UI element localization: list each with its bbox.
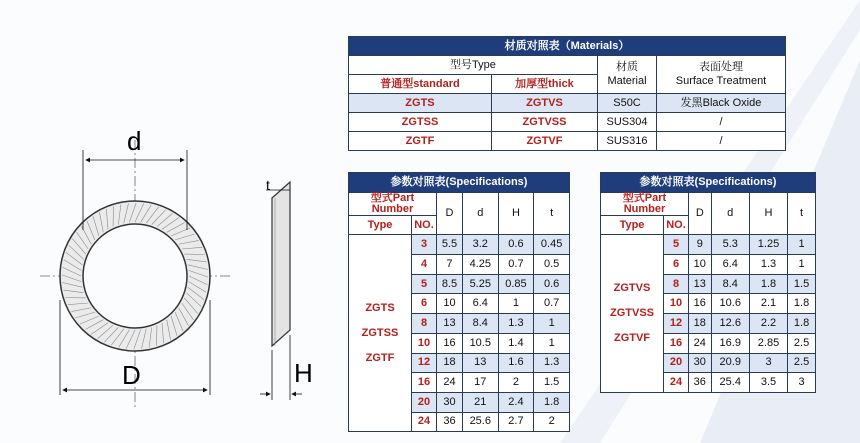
cell-D: 18 (689, 314, 712, 334)
cell-H: 2.2 (749, 314, 787, 334)
cell-no: 24 (664, 373, 689, 393)
cell-material: SUS316 (598, 132, 657, 151)
cell-t: 1.8 (788, 294, 816, 314)
cell-H: 2.85 (749, 333, 787, 353)
col-header-t: t (534, 192, 570, 235)
cell-no: 5 (664, 235, 689, 255)
cell-surface: / (657, 113, 786, 132)
cell-D: 36 (689, 373, 712, 393)
cell-D: 13 (689, 274, 712, 294)
cell-no: 20 (412, 392, 437, 412)
type-header: Type (601, 215, 664, 235)
cell-t: 1 (788, 235, 816, 255)
type-cell (349, 235, 412, 432)
no-header: NO. (664, 215, 689, 235)
cell-D: 10 (437, 294, 463, 314)
type-label: ZGTVS (613, 282, 651, 295)
cell-t: 1.8 (788, 314, 816, 334)
cell-d: 17 (462, 373, 498, 393)
cell-d: 6.4 (711, 255, 749, 275)
cell-d: 4.25 (462, 255, 498, 275)
cell-no: 12 (412, 353, 437, 373)
cell-t: 0.5 (534, 255, 570, 275)
cell-d: 8.4 (711, 274, 749, 294)
cell-H: 0.6 (498, 235, 534, 255)
cell-t: 0.7 (534, 294, 570, 314)
cell-D: 30 (437, 392, 463, 412)
cell-H: 1.6 (498, 353, 534, 373)
cell-no: 10 (412, 333, 437, 353)
cell-d: 20.9 (711, 353, 749, 373)
cell-t: 2.5 (788, 353, 816, 373)
cell-thick: ZGTVF (491, 132, 597, 151)
col-header-H: H (749, 192, 787, 235)
cell-H: 1.25 (749, 235, 787, 255)
cell-D: 10 (689, 255, 712, 275)
cell-D: 13 (437, 314, 463, 334)
cell-D: 24 (437, 373, 463, 393)
cell-H: 0.7 (498, 255, 534, 275)
materials-title: 材质对照表（Materials） (349, 37, 786, 56)
cell-t: 1 (534, 333, 570, 353)
type-header: Type (349, 215, 412, 235)
cell-t: 1.3 (534, 353, 570, 373)
type-label: ZGTF (365, 351, 395, 364)
cell-t: 0.6 (534, 274, 570, 294)
cell-H: 1.4 (498, 333, 534, 353)
cell-t: 1 (534, 314, 570, 334)
cell-no: 20 (664, 353, 689, 373)
cell-H: 3 (749, 353, 787, 373)
cell-thick: ZGTVSS (491, 113, 597, 132)
cell-no: 10 (664, 294, 689, 314)
part-number-header: 型式Part Number (601, 192, 689, 215)
col-header-t: t (788, 192, 816, 235)
cell-D: 18 (437, 353, 463, 373)
cell-surface: / (657, 132, 786, 151)
label-H: H (294, 358, 313, 388)
cell-no: 8 (664, 274, 689, 294)
table-row (349, 113, 786, 132)
cell-material: S50C (598, 94, 657, 113)
cell-no: 16 (664, 333, 689, 353)
table-row (349, 132, 786, 151)
cell-t: 1.8 (534, 392, 570, 412)
cell-D: 36 (437, 412, 463, 432)
specs-table-standard (348, 172, 570, 432)
cell-no: 3 (412, 235, 437, 255)
cell-d: 10.6 (711, 294, 749, 314)
cell-standard: ZGTS (349, 94, 492, 113)
cell-H: 1.3 (498, 314, 534, 334)
surface-header: 表面处理 Surface Treatment (657, 56, 786, 94)
material-header: 材质 Material (598, 56, 657, 94)
label-t: t (266, 177, 270, 193)
label-d: d (127, 126, 142, 156)
standard-header: 普通型standard (349, 75, 492, 94)
cell-t: 1.5 (788, 274, 816, 294)
part-number-header: 型式Part Number (349, 192, 437, 215)
col-header-d: d (711, 192, 749, 235)
cell-H: 0.85 (498, 274, 534, 294)
table-row (601, 235, 816, 255)
table-row (349, 235, 570, 255)
col-header-D: D (437, 192, 463, 235)
washer-ring (60, 201, 210, 351)
cell-d: 5.25 (462, 274, 498, 294)
cell-D: 9 (689, 235, 712, 255)
label-D: D (122, 360, 141, 390)
cell-no: 6 (412, 294, 437, 314)
cell-D: 30 (689, 353, 712, 373)
cell-no: 5 (412, 274, 437, 294)
cell-d: 13 (462, 353, 498, 373)
cell-no: 4 (412, 255, 437, 275)
cell-t: 1 (788, 255, 816, 275)
cell-d: 6.4 (462, 294, 498, 314)
cell-material: SUS304 (598, 113, 657, 132)
cell-d: 21 (462, 392, 498, 412)
cell-H: 2 (498, 373, 534, 393)
cell-D: 8.5 (437, 274, 463, 294)
cell-d: 3.2 (462, 235, 498, 255)
type-label: ZGTSS (361, 326, 399, 339)
specs-table-thick (600, 172, 816, 393)
cell-H: 2.1 (749, 294, 787, 314)
cell-d: 8.4 (462, 314, 498, 334)
cell-H: 2.7 (498, 412, 534, 432)
cell-t: 2 (534, 412, 570, 432)
washer-side-view (272, 182, 290, 346)
specs-title: 参数对照表(Specifications) (601, 173, 816, 193)
cell-no: 12 (664, 314, 689, 334)
type-header: 型号Type (349, 56, 598, 75)
cell-standard: ZGTSS (349, 113, 492, 132)
cell-t: 1.5 (534, 373, 570, 393)
cell-H: 1.8 (749, 274, 787, 294)
specs-title: 参数对照表(Specifications) (349, 173, 570, 193)
cell-d: 16.9 (711, 333, 749, 353)
type-cell (601, 235, 664, 393)
no-header: NO. (412, 215, 437, 235)
cell-d: 12.6 (711, 314, 749, 334)
col-header-H: H (498, 192, 534, 235)
col-header-D: D (689, 192, 712, 235)
col-header-d: d (462, 192, 498, 235)
cell-surface: 发黑Black Oxide (657, 94, 786, 113)
materials-table (348, 36, 786, 151)
cell-H: 1.3 (749, 255, 787, 275)
cell-D: 16 (689, 294, 712, 314)
cell-D: 5.5 (437, 235, 463, 255)
cell-D: 16 (437, 333, 463, 353)
type-label: ZGTVSS (609, 307, 654, 320)
cell-d: 10.5 (462, 333, 498, 353)
cell-no: 6 (664, 255, 689, 275)
cell-H: 2.4 (498, 392, 534, 412)
cell-d: 5.3 (711, 235, 749, 255)
cell-no: 24 (412, 412, 437, 432)
cell-D: 7 (437, 255, 463, 275)
cell-t: 3 (788, 373, 816, 393)
type-label: ZGTS (365, 301, 395, 314)
cell-D: 24 (689, 333, 712, 353)
cell-H: 1 (498, 294, 534, 314)
table-row (349, 94, 786, 113)
cell-no: 16 (412, 373, 437, 393)
cell-no: 8 (412, 314, 437, 334)
cell-thick: ZGTVS (491, 94, 597, 113)
cell-t: 0.45 (534, 235, 570, 255)
thick-header: 加厚型thick (491, 75, 597, 94)
type-label: ZGTVF (613, 332, 651, 345)
cell-d: 25.4 (711, 373, 749, 393)
washer-drawing (0, 0, 340, 443)
cell-standard: ZGTF (349, 132, 492, 151)
cell-t: 2.5 (788, 333, 816, 353)
cell-H: 3.5 (749, 373, 787, 393)
cell-d: 25.6 (462, 412, 498, 432)
